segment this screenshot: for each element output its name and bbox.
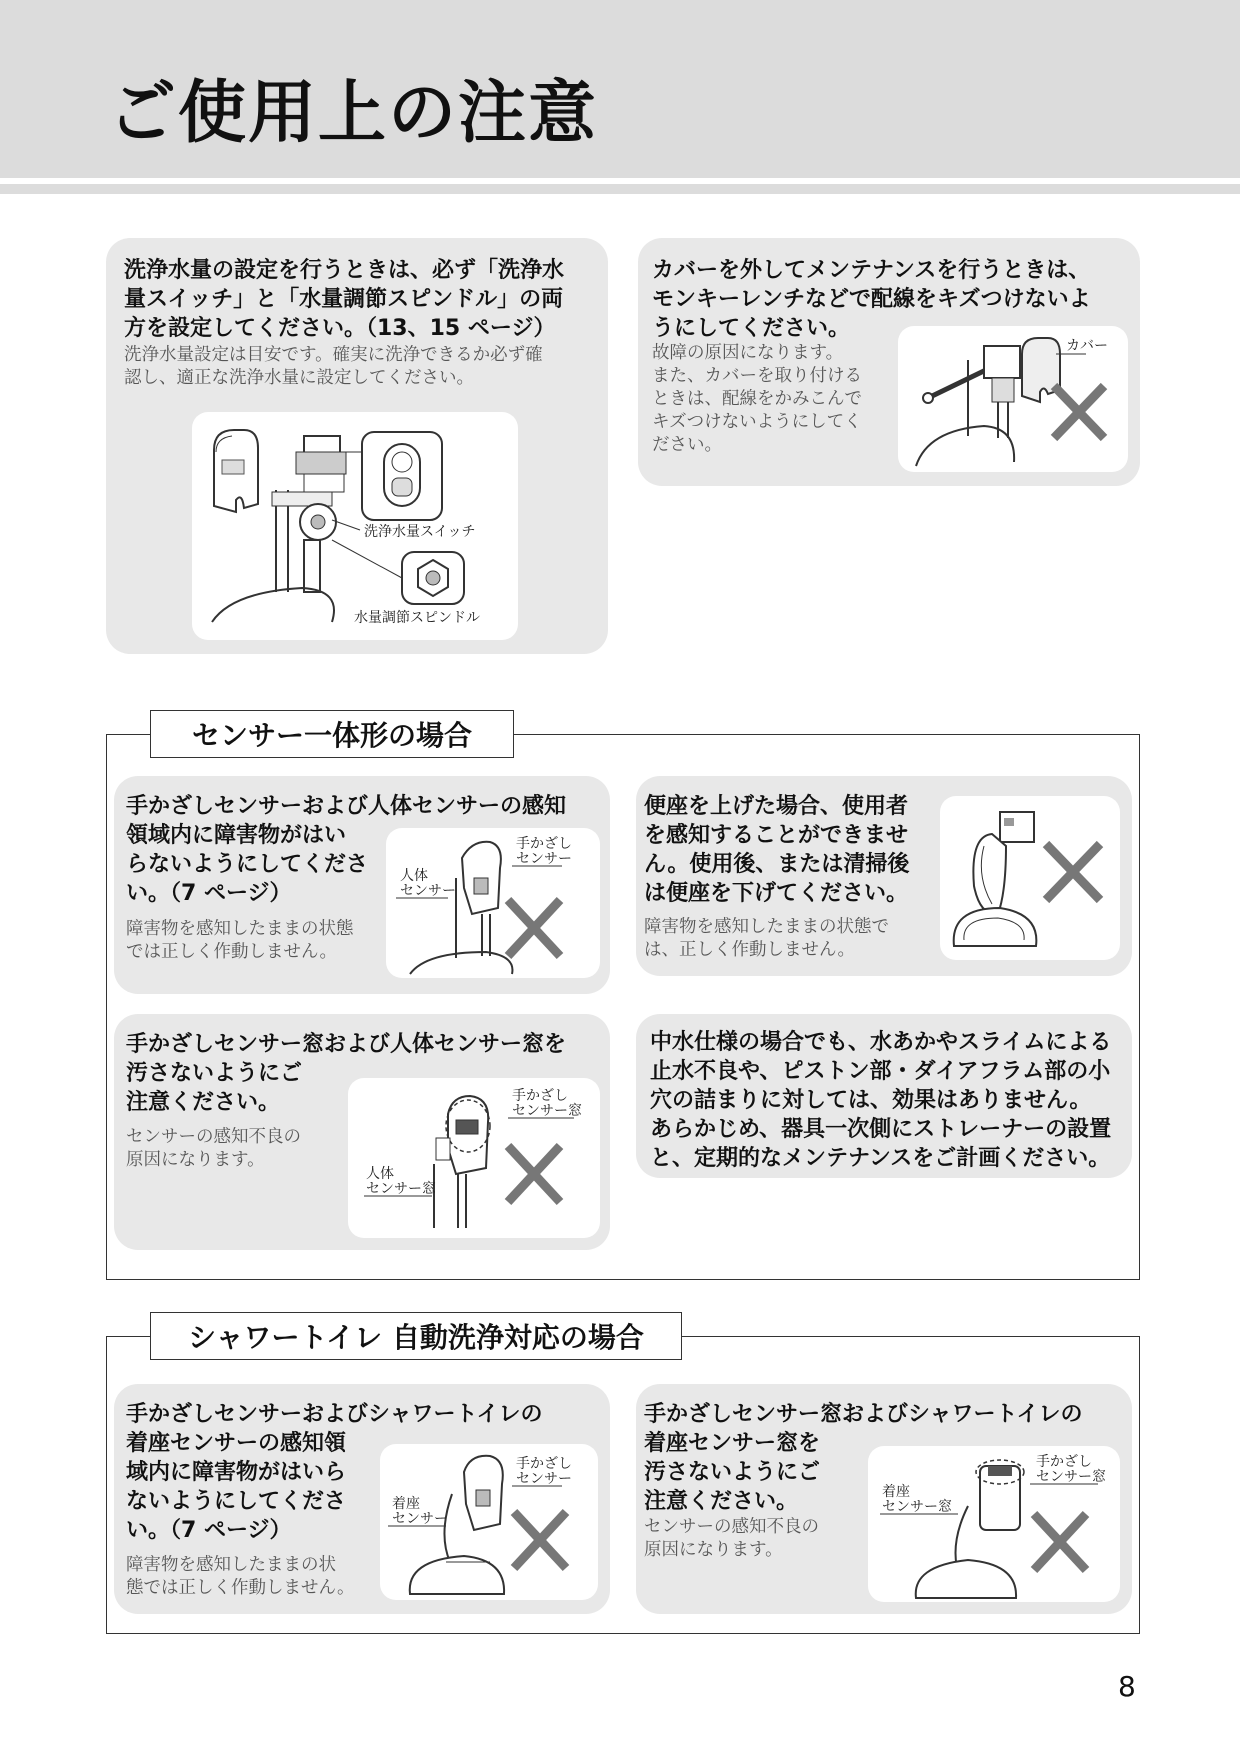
card-note: 洗浄水量設定は目安です。確実に洗浄できるか必ず確 認し、適正な洗浄水量に設定してください。 (124, 345, 543, 388)
card-cover-maintenance (638, 238, 1140, 486)
wrench-icon (923, 368, 990, 403)
hand-window-label: 手かざし (512, 1088, 568, 1104)
body-window-label-2: センサー窓 (366, 1181, 436, 1197)
card-note: 故障の原因になります。 また、カバーを取り付ける ときは、配線をかみこんで キズつけないようにしてく ださい。 (652, 343, 862, 455)
page-title: ご使用上の注意 (108, 74, 599, 153)
card-heading: カバーを外してメンテナンスを行うときは、 モンキーレンチなどで配線をキズつけないよ うにしてください。 (652, 258, 1091, 341)
prohibited-x-icon (508, 900, 560, 956)
urinal-sensor-icon (410, 842, 512, 974)
prohibited-x-icon (1054, 386, 1104, 438)
body-window-label: 人体 (366, 1166, 394, 1182)
illustration-seat-window (868, 1446, 1120, 1602)
card-heading: 中水仕様の場合でも、水あかやスライムによる 止水不良や、ピストン部・ダイアフラム部の小 穴の詰まりに対しては、効果はありません。 あらかじめ、器具一次側にストレーナーの設置 と、定期的なメンテナンスをご計画ください。 (650, 1030, 1112, 1171)
body-sensor-label-2: センサー (400, 883, 456, 899)
seat-sensor-label-2: センサー (392, 1511, 448, 1527)
card-sensor-obstacle (114, 776, 610, 994)
spindle-label: 水量調節スピンドル (354, 610, 480, 626)
illustration-sensor-area (386, 828, 600, 978)
body-sensor-label: 人体 (400, 868, 428, 884)
seat-window-label: 着座 (882, 1484, 910, 1500)
header-rule (0, 184, 1240, 194)
card-heading: 手かざしセンサーおよび人体センサーの感知 領域内に障害物がはい らないようにしてくださ い。（7 ページ） (126, 794, 567, 906)
card-note: 障害物を感知したままの状 態では正しく作動しません。 (126, 1555, 355, 1598)
shower-toilet-window-icon (916, 1460, 1024, 1598)
card-seat-window-dirt (636, 1384, 1132, 1614)
card-heading: 手かざしセンサーおよびシャワートイレの 着座センサーの感知領 域内に障害物がはいら ないようにしてくださ い。（7 ページ） (126, 1402, 543, 1543)
hand-window-label-2: センサー窓 (1036, 1469, 1106, 1485)
page-number: 8 (1118, 1670, 1136, 1703)
toilet-seat-up-icon (954, 812, 1037, 946)
urinal-sensor-window-icon (434, 1096, 490, 1228)
card-sensor-window-dirt (114, 1014, 610, 1250)
cover-icon (214, 430, 258, 512)
card-note: 障害物を感知したままの状態 では正しく作動しません。 (126, 919, 354, 962)
prohibited-x-icon (514, 1512, 566, 1568)
seat-window-label-2: センサー窓 (882, 1499, 952, 1515)
card-heading: 手かざしセンサー窓および人体センサー窓を 汚さないようにご 注意ください。 (126, 1032, 567, 1115)
card-greywater (636, 1014, 1132, 1178)
valve-icon (916, 346, 1020, 466)
switch-callout-icon (362, 432, 442, 520)
cover-label: カバー (1066, 338, 1108, 354)
switch-label: 洗浄水量スイッチ (364, 524, 476, 540)
hand-sensor-label: 手かざし (516, 1456, 572, 1472)
illustration-seat-sensor (380, 1444, 598, 1600)
card-note: センサーの感知不良の 原因になります。 (126, 1127, 301, 1170)
seat-sensor-label: 着座 (392, 1496, 420, 1512)
section-title: センサー一体形の場合 (150, 710, 514, 758)
hand-window-label: 手かざし (1036, 1454, 1092, 1470)
hand-window-label-2: センサー窓 (512, 1103, 582, 1119)
card-seat-raised (636, 776, 1132, 976)
prohibited-x-icon (1046, 844, 1100, 900)
hand-sensor-label: 手かざし (516, 836, 572, 852)
spindle-callout-icon (402, 552, 464, 604)
hand-sensor-label-2: センサー (516, 851, 572, 867)
card-note: センサーの感知不良の 原因になります。 (644, 1517, 819, 1560)
card-note: 障害物を感知したままの状態で は、正しく作動しません。 (644, 917, 889, 960)
illustration-wrench (898, 326, 1128, 472)
prohibited-x-icon (1034, 1514, 1086, 1570)
card-heading: 手かざしセンサー窓およびシャワートイレの 着座センサー窓を 汚さないようにご 注意ください。 (644, 1402, 1083, 1514)
illustration-sensor-window (348, 1078, 600, 1238)
card-water-volume (106, 238, 608, 654)
illustration-flush-valve (192, 412, 518, 640)
card-seat-sensor-obstacle (114, 1384, 610, 1614)
illustration-raised-seat (940, 796, 1120, 960)
prohibited-x-icon (508, 1146, 560, 1202)
hand-sensor-label-2: センサー (516, 1471, 572, 1487)
card-heading: 洗浄水量の設定を行うときは、必ず「洗浄水 量スイッチ」と「水量調節スピンドル」の両 方を設定してください。（13、15 ページ） (124, 258, 565, 341)
card-heading: 便座を上げた場合、使用者 を感知することができませ ん。使用後、または清掃後 は便座を下げてください。 (644, 794, 910, 906)
section-title: シャワートイレ 自動洗浄対応の場合 (150, 1312, 682, 1360)
